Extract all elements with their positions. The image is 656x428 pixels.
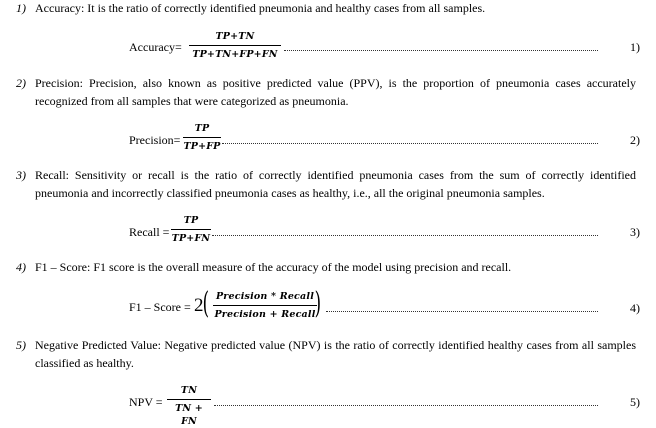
dot-leader: [214, 405, 598, 406]
equation-f1-score: [0, 288, 656, 328]
fraction: [183, 122, 221, 153]
equation-accuracy: [0, 30, 656, 70]
item-number: 5): [16, 338, 26, 352]
fraction-denominator: TN + FN: [175, 403, 203, 427]
dot-leader: [326, 311, 598, 312]
equation-number: 1): [630, 40, 640, 54]
fraction-denominator: TP+FN: [171, 233, 211, 244]
equation-lhs: Accuracy=: [129, 40, 182, 54]
equation-precision: [0, 122, 656, 162]
equation-npv: [0, 384, 656, 427]
fraction: [213, 290, 317, 321]
equation-number: 2): [630, 133, 640, 147]
equation-number: 3): [630, 225, 640, 239]
item-description: F1 – Score: F1 score is the overall measure of the accuracy of the model using precision and recall.: [35, 260, 512, 274]
equation-lhs: Precision=: [129, 133, 181, 147]
fraction-numerator: Precision * Recall: [215, 291, 315, 302]
fraction-denominator: TP+FP: [183, 141, 221, 152]
dot-leader: [212, 235, 598, 236]
dot-leader: [222, 143, 598, 144]
fraction-numerator: TP+TN: [215, 31, 255, 42]
equation-recall: [0, 214, 656, 254]
item-number: 3): [16, 168, 26, 182]
fraction-denominator: TP+TN+FP+FN: [192, 49, 278, 60]
item-number: 2): [16, 76, 26, 90]
item-description: Accuracy: It is the ratio of correctly identified pneumonia and healthy cases from all samples.: [35, 1, 486, 15]
fraction-numerator: TP: [194, 123, 210, 134]
item-number: 4): [16, 260, 26, 274]
equation-lhs: Recall =: [129, 225, 170, 239]
equation-lhs: NPV =: [129, 395, 163, 409]
fraction: [167, 384, 211, 428]
item-number: 1): [16, 1, 26, 15]
item-description: Negative Predicted Value: Negative predicted value (NPV) is the ratio of correctly identified healthy cases from all samples classified as healthy.: [35, 338, 636, 370]
equation-number: 4): [630, 301, 640, 315]
dot-leader: [284, 50, 598, 51]
equation-lhs: F1 – Score =: [129, 300, 191, 314]
fraction: [171, 214, 211, 245]
fraction-denominator: Precision + Recall: [214, 309, 316, 320]
fraction-numerator: TN: [180, 385, 198, 396]
right-parenthesis: ): [314, 286, 322, 321]
equation-coefficient: 2: [194, 295, 204, 316]
fraction-numerator: TP: [183, 215, 199, 226]
item-description: Precision: Precision, also known as positive predicted value (PPV), is the proportion of pneumonia cases accurately recognized from all samples that were categorized as pneumonia.: [35, 76, 636, 108]
left-parenthesis: (: [202, 286, 210, 321]
equation-number: 5): [630, 395, 640, 409]
item-description: Recall: Sensitivity or recall is the ratio of correctly identified pneumonia cases from the sum of correctly identified pneumonia and incorrectly classified pneumonia cases as healthy, i.e., all the original pneumonia samples.: [35, 168, 636, 200]
fraction: [189, 30, 281, 61]
